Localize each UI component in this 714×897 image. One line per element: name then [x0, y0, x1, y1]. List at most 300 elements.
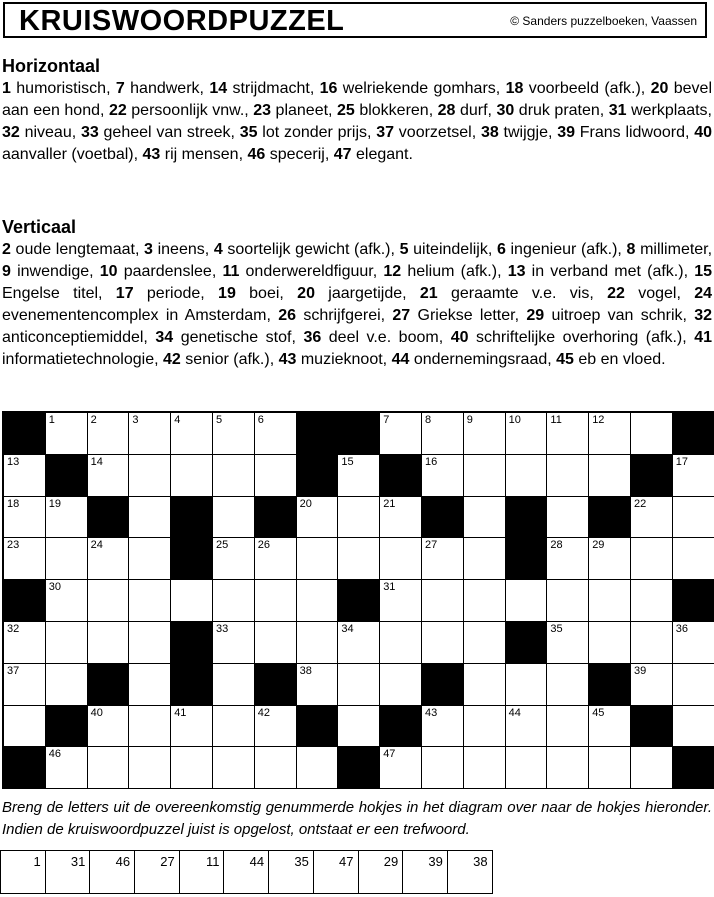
- grid-cell-black: [297, 413, 339, 455]
- cell-number: 2: [90, 414, 97, 426]
- grid-cell[interactable]: [171, 455, 213, 497]
- grid-cell[interactable]: [46, 580, 88, 622]
- clues-horizontaal: [2, 54, 712, 166]
- answer-box[interactable]: [403, 851, 448, 893]
- grid-cell[interactable]: [631, 664, 673, 706]
- grid-cell[interactable]: [547, 538, 589, 580]
- grid-cell[interactable]: [547, 706, 589, 748]
- answer-box[interactable]: [448, 851, 493, 893]
- clue-text: voorzetsel: [398, 124, 472, 141]
- grid-cell[interactable]: [631, 580, 673, 622]
- cell-number: 28: [550, 539, 563, 552]
- clue-number: 9: [2, 263, 11, 280]
- clue-number: 37: [376, 124, 395, 141]
- clue-number: 29: [526, 307, 545, 324]
- grid-cell-black: [4, 580, 46, 622]
- grid-cell[interactable]: [129, 580, 171, 622]
- cell-number: 12: [592, 414, 605, 426]
- grid-cell[interactable]: [589, 622, 631, 664]
- grid-cell[interactable]: [464, 664, 506, 706]
- instruction-text: Breng de letters uit de overeenkomstig genummerde hokjes in het diagram over naar de hokjes hieronder. Indien de kruiswoordpuzzel juist is opgelost, ontstaat er een trefwoord.: [2, 799, 712, 838]
- grid-cell[interactable]: [506, 580, 548, 622]
- grid-cell[interactable]: [129, 706, 171, 748]
- grid-cell[interactable]: [380, 622, 422, 664]
- clue-text: geraamte v.e. vis: [450, 285, 590, 302]
- grid-cell[interactable]: [380, 497, 422, 539]
- clue-number: 43: [142, 146, 161, 163]
- grid-cell[interactable]: [297, 580, 339, 622]
- clue-text: aanvaller (voetbal): [2, 146, 134, 163]
- clue-list-horizontaal: 1 humoristisch, 7 handwerk, 14 strijdmacht, 16 welriekende gomhars, 18 voorbeeld (afk.), 20 bevel aan een hond, 22 persoonlijk vnw., 23 planeet, 25 blokkeren, 28 durf, 30 druk praten, 31 werkplaats, 32 niveau, 33 geheel van streek, 35 lot zonder prijs, 37 voorzetsel, 38 twijgje, 39 Frans lidwoord, 40 aanvaller (voetbal), 43 rij mensen, 46 specerij, 47 elegant.: [2, 80, 713, 163]
- grid-cell-black: [506, 497, 548, 539]
- grid-cell[interactable]: [4, 538, 46, 580]
- grid-cell-black: [422, 497, 464, 539]
- clue-number: 27: [392, 307, 411, 324]
- grid-cell-black: [4, 413, 46, 455]
- grid-cell[interactable]: [213, 664, 255, 706]
- grid-cell[interactable]: [129, 413, 171, 455]
- grid-cell-black: [171, 497, 213, 539]
- grid-cell[interactable]: [171, 747, 213, 789]
- grid-cell[interactable]: [255, 747, 297, 789]
- grid-cell[interactable]: [631, 497, 673, 539]
- answer-box[interactable]: [269, 851, 314, 893]
- grid-cell-black: [46, 706, 88, 748]
- cell-number: 8: [425, 414, 432, 426]
- grid-cell[interactable]: [547, 455, 589, 497]
- grid-cell[interactable]: [338, 664, 380, 706]
- clue-number: 32: [2, 124, 20, 141]
- grid-cell[interactable]: [46, 747, 88, 789]
- grid-cell[interactable]: [464, 622, 506, 664]
- clue-number: 11: [222, 263, 240, 280]
- grid-cell-black: [338, 413, 380, 455]
- clue-text: paardenslee: [123, 263, 212, 280]
- grid-cell[interactable]: [589, 538, 631, 580]
- grid-cell[interactable]: [589, 706, 631, 748]
- cell-number: 10: [508, 414, 521, 426]
- clue-text: planeet: [275, 102, 329, 119]
- answer-box[interactable]: [224, 851, 269, 893]
- cell-number: 15: [341, 455, 354, 468]
- grid-cell[interactable]: [422, 580, 464, 622]
- clue-number: 32: [694, 307, 713, 324]
- grid-cell[interactable]: [88, 413, 130, 455]
- grid-cell[interactable]: [380, 413, 422, 455]
- answer-box-number: 44: [249, 854, 265, 869]
- clue-number: 17: [115, 285, 134, 302]
- grid-cell[interactable]: [464, 706, 506, 748]
- clue-number: 2: [2, 241, 11, 258]
- clue-text: soortelijk gewicht (afk.): [227, 241, 391, 258]
- answer-box-number: 1: [33, 854, 41, 869]
- crossword-grid: [2, 411, 714, 789]
- grid-cell[interactable]: [213, 413, 255, 455]
- clue-number: 39: [557, 124, 575, 141]
- clue-text: Engelse titel: [2, 285, 99, 302]
- grid-cell[interactable]: [547, 413, 589, 455]
- grid-cell[interactable]: [589, 413, 631, 455]
- grid-cell[interactable]: [506, 706, 548, 748]
- grid-cell[interactable]: [338, 538, 380, 580]
- grid-cell[interactable]: [464, 455, 506, 497]
- cell-number: 22: [634, 497, 647, 510]
- cell-number: 45: [592, 706, 605, 719]
- answer-box-number: 27: [160, 854, 175, 869]
- cell-number: 31: [383, 581, 396, 594]
- answer-box[interactable]: [1, 851, 46, 893]
- grid-cell[interactable]: [547, 622, 589, 664]
- grid-cell[interactable]: [255, 413, 297, 455]
- clue-text: lot zonder prijs: [262, 124, 367, 141]
- grid-cell[interactable]: [589, 455, 631, 497]
- clue-text: durf: [459, 102, 488, 119]
- grid-cell[interactable]: [547, 664, 589, 706]
- cell-number: 32: [7, 623, 20, 635]
- cell-number: 13: [7, 455, 20, 468]
- cell-number: 24: [90, 539, 103, 552]
- clue-text: ondernemingsraad: [413, 351, 548, 368]
- copyright: © Sanders puzzelboeken, Vaassen: [510, 14, 697, 28]
- grid-cell[interactable]: [380, 538, 422, 580]
- clue-text: boei: [249, 285, 280, 302]
- grid-cell[interactable]: [338, 455, 380, 497]
- clue-text: eb en vloed: [578, 351, 662, 368]
- grid-cell[interactable]: [171, 706, 213, 748]
- grid-cell[interactable]: [297, 497, 339, 539]
- grid-cell-black: [46, 455, 88, 497]
- clue-number: 3: [144, 241, 153, 258]
- clue-text: strijdmacht: [232, 80, 310, 97]
- answer-box-number: 38: [473, 854, 488, 869]
- cell-number: 42: [257, 706, 271, 719]
- cell-number: 34: [341, 623, 354, 635]
- grid-cell-black: [589, 664, 631, 706]
- cell-number: 14: [90, 455, 103, 468]
- grid-cell[interactable]: [4, 622, 46, 664]
- clue-number: 14: [209, 80, 228, 97]
- grid-cell[interactable]: [213, 747, 255, 789]
- grid-cell-black: [88, 497, 130, 539]
- grid-cell[interactable]: [213, 497, 255, 539]
- grid-cell[interactable]: [129, 747, 171, 789]
- answer-box-number: 29: [383, 854, 399, 869]
- answer-box[interactable]: [314, 851, 359, 893]
- cell-number: 25: [216, 539, 229, 552]
- answer-box[interactable]: [180, 851, 225, 893]
- clue-number: 7: [115, 80, 125, 97]
- clue-text: rij mensen: [164, 146, 239, 163]
- grid-cell-black: [673, 747, 714, 789]
- grid-cell[interactable]: [255, 622, 297, 664]
- grid-cell[interactable]: [673, 538, 714, 580]
- clue-number: 22: [607, 285, 625, 302]
- clue-text: blokkeren: [359, 102, 429, 119]
- grid-cell-black: [506, 538, 548, 580]
- cell-number: 3: [132, 414, 139, 426]
- clue-number: 43: [278, 351, 297, 368]
- clue-text: niveau: [24, 124, 72, 141]
- grid-cell[interactable]: [255, 706, 297, 748]
- grid-cell[interactable]: [297, 622, 339, 664]
- clue-text: voorbeeld (afk.): [528, 80, 641, 97]
- grid-cell[interactable]: [255, 455, 297, 497]
- grid-cell[interactable]: [46, 538, 88, 580]
- grid-cell[interactable]: [422, 747, 464, 789]
- clue-number: 25: [337, 102, 355, 119]
- grid-cell[interactable]: [297, 747, 339, 789]
- grid-cell[interactable]: [46, 497, 88, 539]
- grid-cell[interactable]: [4, 455, 46, 497]
- grid-cell[interactable]: [673, 706, 714, 748]
- grid-cell[interactable]: [380, 664, 422, 706]
- clue-text: inwendige: [17, 263, 90, 280]
- cell-number: 38: [299, 664, 312, 677]
- grid-cell-black: [631, 706, 673, 748]
- cell-number: 29: [592, 539, 605, 552]
- grid-cell[interactable]: [464, 497, 506, 539]
- clue-number: 6: [496, 241, 506, 258]
- grid-cell[interactable]: [129, 622, 171, 664]
- grid-cell[interactable]: [506, 747, 548, 789]
- grid-cell[interactable]: [129, 664, 171, 706]
- grid-cell[interactable]: [422, 413, 464, 455]
- cell-number: 39: [634, 664, 647, 677]
- grid-cell[interactable]: [129, 455, 171, 497]
- grid-cell[interactable]: [673, 497, 714, 539]
- grid-cell[interactable]: [213, 455, 255, 497]
- cell-number: 17: [675, 455, 689, 468]
- cell-number: 1: [48, 414, 55, 426]
- clue-number: 26: [278, 307, 297, 324]
- grid-cell[interactable]: [88, 622, 130, 664]
- grid-cell[interactable]: [380, 580, 422, 622]
- clue-text: uitroep van schrik: [551, 307, 683, 324]
- answer-box-number: 31: [70, 854, 86, 869]
- clue-text: anticonceptiemiddel: [2, 329, 144, 346]
- grid-cell[interactable]: [255, 538, 297, 580]
- clue-text: schriftelijke overhoring (afk.): [476, 329, 683, 346]
- cell-number: 18: [7, 497, 20, 510]
- grid-cell[interactable]: [213, 706, 255, 748]
- grid-cell-black: [297, 706, 339, 748]
- clue-number: 1: [2, 80, 11, 97]
- grid-cell-black: [673, 580, 714, 622]
- cell-number: 19: [48, 497, 62, 510]
- grid-cell[interactable]: [422, 538, 464, 580]
- grid-cell[interactable]: [46, 664, 88, 706]
- cell-number: 5: [216, 414, 223, 426]
- grid-cell[interactable]: [338, 622, 380, 664]
- grid-cell[interactable]: [4, 497, 46, 539]
- clue-text: schrijfgerei: [303, 307, 381, 324]
- grid-cell[interactable]: [297, 538, 339, 580]
- grid-cell[interactable]: [4, 664, 46, 706]
- cell-number: 27: [425, 539, 438, 552]
- clue-text: deel v.e. boom: [328, 329, 439, 346]
- cell-number: 40: [90, 706, 103, 719]
- clue-number: 38: [480, 124, 499, 141]
- clue-number: 10: [99, 263, 118, 280]
- grid-cell[interactable]: [88, 538, 130, 580]
- grid-cell-black: [631, 455, 673, 497]
- clue-number: 19: [218, 285, 236, 302]
- grid-cell[interactable]: [589, 580, 631, 622]
- grid-cell-black: [380, 455, 422, 497]
- grid-cell[interactable]: [338, 497, 380, 539]
- grid-cell[interactable]: [464, 413, 506, 455]
- clue-number: 22: [108, 102, 127, 119]
- clue-text: werkplaats: [631, 102, 708, 119]
- cell-number: 11: [550, 414, 562, 426]
- clue-text: senior (afk.): [185, 351, 270, 368]
- clue-number: 4: [213, 241, 223, 258]
- grid-cell[interactable]: [506, 664, 548, 706]
- clue-text: welriekende gomhars: [342, 80, 496, 97]
- grid-cell[interactable]: [673, 455, 714, 497]
- grid-cell[interactable]: [673, 664, 714, 706]
- clue-number: 46: [247, 146, 266, 163]
- clue-text: specerij: [269, 146, 325, 163]
- heading-horizontaal: Horizontaal: [2, 56, 101, 76]
- clue-number: 47: [333, 146, 352, 163]
- grid-cell[interactable]: [547, 497, 589, 539]
- clue-text: druk praten: [518, 102, 600, 119]
- clue-text: vogel: [638, 285, 677, 302]
- clue-text: humoristisch: [16, 80, 107, 97]
- grid-cell[interactable]: [631, 622, 673, 664]
- grid-cell[interactable]: [88, 455, 130, 497]
- grid-cell[interactable]: [631, 413, 673, 455]
- grid-cell-black: [255, 497, 297, 539]
- clue-text: bevel aan een hond: [2, 80, 712, 119]
- grid-cell[interactable]: [129, 497, 171, 539]
- answer-box[interactable]: [90, 851, 135, 893]
- grid-cell[interactable]: [673, 622, 714, 664]
- clue-number: 30: [496, 102, 515, 119]
- clue-text: Griekse letter: [417, 307, 515, 324]
- clue-text: periode: [146, 285, 201, 302]
- grid-cell[interactable]: [88, 706, 130, 748]
- grid-cell[interactable]: [88, 580, 130, 622]
- clue-number: 5: [399, 241, 409, 258]
- grid-cell-black: [255, 664, 297, 706]
- grid-cell[interactable]: [171, 580, 213, 622]
- grid-cell[interactable]: [631, 538, 673, 580]
- clue-number: 20: [297, 285, 315, 302]
- answer-box[interactable]: [46, 851, 91, 893]
- clue-text: jaargetijde: [328, 285, 403, 302]
- answer-box-number: 39: [428, 854, 443, 869]
- answer-box-number: 46: [115, 854, 131, 869]
- grid-cell[interactable]: [631, 747, 673, 789]
- clue-number: 35: [239, 124, 258, 141]
- grid-cell[interactable]: [547, 580, 589, 622]
- clue-number: 24: [694, 285, 713, 302]
- grid-cell[interactable]: [213, 622, 255, 664]
- clue-number: 45: [556, 351, 574, 368]
- answer-box[interactable]: [359, 851, 404, 893]
- grid-cell[interactable]: [506, 413, 548, 455]
- clue-number: 41: [694, 329, 713, 346]
- cell-number: 35: [550, 623, 563, 635]
- grid-cell-black: [171, 538, 213, 580]
- cell-number: 7: [383, 414, 390, 426]
- clue-text: evenementencomplex in Amsterdam: [2, 307, 267, 324]
- cell-number: 23: [7, 539, 20, 552]
- clue-text: in verband met (afk.): [531, 263, 684, 280]
- grid-cell[interactable]: [506, 455, 548, 497]
- grid-cell-black: [338, 580, 380, 622]
- grid-cell[interactable]: [88, 747, 130, 789]
- clue-number: 23: [253, 102, 272, 119]
- answer-row: [0, 850, 493, 894]
- cell-number: 20: [299, 497, 312, 510]
- page-title: KRUISWOORDPUZZEL: [19, 5, 345, 37]
- cell-number: 46: [48, 748, 62, 761]
- clue-number: 18: [505, 80, 524, 97]
- clue-text: persoonlijk vnw.: [131, 102, 245, 119]
- clue-text: genetische stof: [180, 329, 292, 346]
- answer-box[interactable]: [135, 851, 180, 893]
- grid-cell-black: [171, 622, 213, 664]
- grid-cell[interactable]: [297, 664, 339, 706]
- clue-text: handwerk: [130, 80, 200, 97]
- grid-cell-black: [88, 664, 130, 706]
- grid-cell[interactable]: [129, 538, 171, 580]
- clue-number: 12: [383, 263, 402, 280]
- grid-cell[interactable]: [4, 706, 46, 748]
- grid-cell-black: [338, 747, 380, 789]
- clue-number: 42: [162, 351, 181, 368]
- grid-cell[interactable]: [380, 747, 422, 789]
- grid-cell[interactable]: [464, 747, 506, 789]
- cell-number: 37: [7, 664, 20, 677]
- clue-text: twijgje: [503, 124, 548, 141]
- clues-verticaal: [2, 215, 712, 371]
- cell-number: 4: [174, 414, 181, 426]
- grid-cell[interactable]: [338, 706, 380, 748]
- cell-number: 41: [174, 706, 187, 719]
- grid-cell[interactable]: [422, 622, 464, 664]
- grid-cell[interactable]: [213, 580, 255, 622]
- clue-text: ineens: [157, 241, 205, 258]
- grid-cell[interactable]: [464, 580, 506, 622]
- heading-verticaal: Verticaal: [2, 217, 77, 237]
- grid-cell[interactable]: [589, 747, 631, 789]
- cell-number: 9: [466, 414, 473, 426]
- clue-number: 13: [507, 263, 526, 280]
- grid-cell[interactable]: [213, 538, 255, 580]
- grid-cell-black: [422, 664, 464, 706]
- clue-text: oude lengtemaat: [15, 241, 135, 258]
- clue-list-verticaal: 2 oude lengtemaat, 3 ineens, 4 soortelijk gewicht (afk.), 5 uiteindelijk, 6 ingenieur (afk.), 8 millimeter, 9 inwendige, 10 paardenslee, 11 onderwereldfiguur, 12 helium (afk.), 13 in verband met (afk.), 15 Engelse titel, 17 periode, 19 boei, 20 jaargetijde, 21 geraamte v.e. vis, 22 vogel, 24 evenementencomplex in Amsterdam, 26 schrijfgerei, 27 Griekse letter, 29 uitroep van schrik, 32 anticonceptiemiddel, 34 genetische stof, 36 deel v.e. boom, 40 schriftelijke overhoring (afk.), 41 informatietechnologie, 42 senior (afk.), 43 muzieknoot, 44 ondernemingsraad, 45 eb en vloed.: [2, 241, 713, 368]
- grid-cell-black: [506, 622, 548, 664]
- grid-cell[interactable]: [547, 747, 589, 789]
- cell-number: 44: [508, 706, 521, 719]
- grid-cell[interactable]: [464, 538, 506, 580]
- clue-number: 44: [391, 351, 410, 368]
- grid-cell[interactable]: [422, 706, 464, 748]
- grid-cell[interactable]: [255, 580, 297, 622]
- clue-number: 16: [319, 80, 338, 97]
- grid-cell[interactable]: [46, 413, 88, 455]
- grid-cell[interactable]: [422, 455, 464, 497]
- grid-cell[interactable]: [46, 622, 88, 664]
- grid-cell[interactable]: [171, 413, 213, 455]
- clue-text: ingenieur (afk.): [510, 241, 618, 258]
- clue-number: 20: [650, 80, 669, 97]
